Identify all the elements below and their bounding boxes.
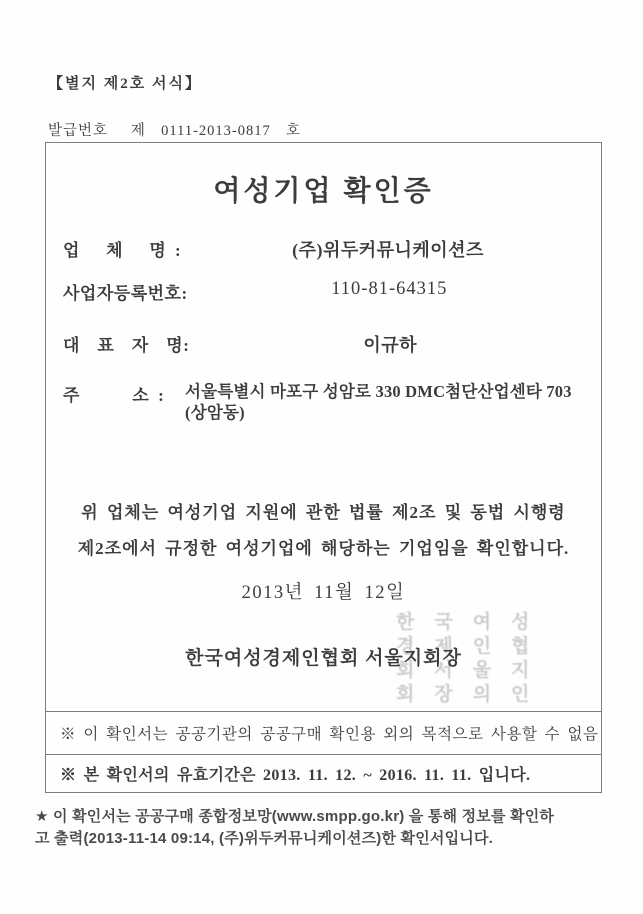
validity-period-note-box [45,754,602,793]
field-row-representative-name [63,331,591,357]
usage-restriction-note: ※ 이 확인서는 공공기관의 공공구매 확인용 외의 목적으로 사용할 수 없음 [60,726,599,743]
certification-statement [46,495,601,567]
statement-line-1: 위 업체는 여성기업 지원에 관한 법률 제2조 및 동법 시행령 [81,503,566,522]
certificate-body [45,142,602,712]
field-row-business-reg-number [63,279,591,304]
seal-row: 회서울지 [396,660,550,681]
statement-line-2: 제2조에서 규정한 여성기업에 해당하는 기업임을 확인합니다. [77,539,570,558]
issue-date: 2013년 11월 12일 [241,583,406,603]
certificate-title: 여성기업 확인증 [213,176,434,207]
business-reg-number-value: 110-81-64315 [331,279,448,299]
verification-footer-note [35,806,615,849]
company-name-label: 업 체 명 : [63,241,182,260]
footer-note-line-1: ★ 이 확인서는 공공구매 종합정보망(www.smpp.go.kr) 을 통해 정보를 확인하 [35,808,555,825]
address-label: 주 소 : [63,386,165,405]
seal-row: 회장의인 [396,684,550,705]
field-row-company-name [63,236,591,262]
validity-period-note: ※ 본 확인서의 유효기간은 2013. 11. 12. ~ 2016. 11. 11. 입니다. [60,767,531,784]
issuer-title: 한국여성경제인협회 서울지회장 [185,648,462,669]
issue-number: 발급번호 제 0111-2013-0817 호 [48,123,301,139]
footer-note-line-2: 고 출력(2013-11-14 09:14, (주)위두커뮤니케이션즈)한 확인서입니다. [35,829,494,847]
form-reference-label: 【별지 제2호 서식】 [48,76,202,92]
field-row-address [63,381,591,423]
representative-name-value: 이규하 [363,335,418,355]
seal-row: 경제인협 [396,636,550,657]
representative-name-label: 대 표 자 명: [63,336,190,355]
business-reg-number-label: 사업자등록번호: [63,284,188,303]
seal-row: 한국여성 [396,612,550,633]
address-value: 서울특별시 마포구 성암로 330 DMC첨단산업센타 703 (상암동) [185,382,572,422]
usage-restriction-note-box [45,711,602,755]
company-name-value: (주)위두커뮤니케이션즈 [292,240,484,260]
